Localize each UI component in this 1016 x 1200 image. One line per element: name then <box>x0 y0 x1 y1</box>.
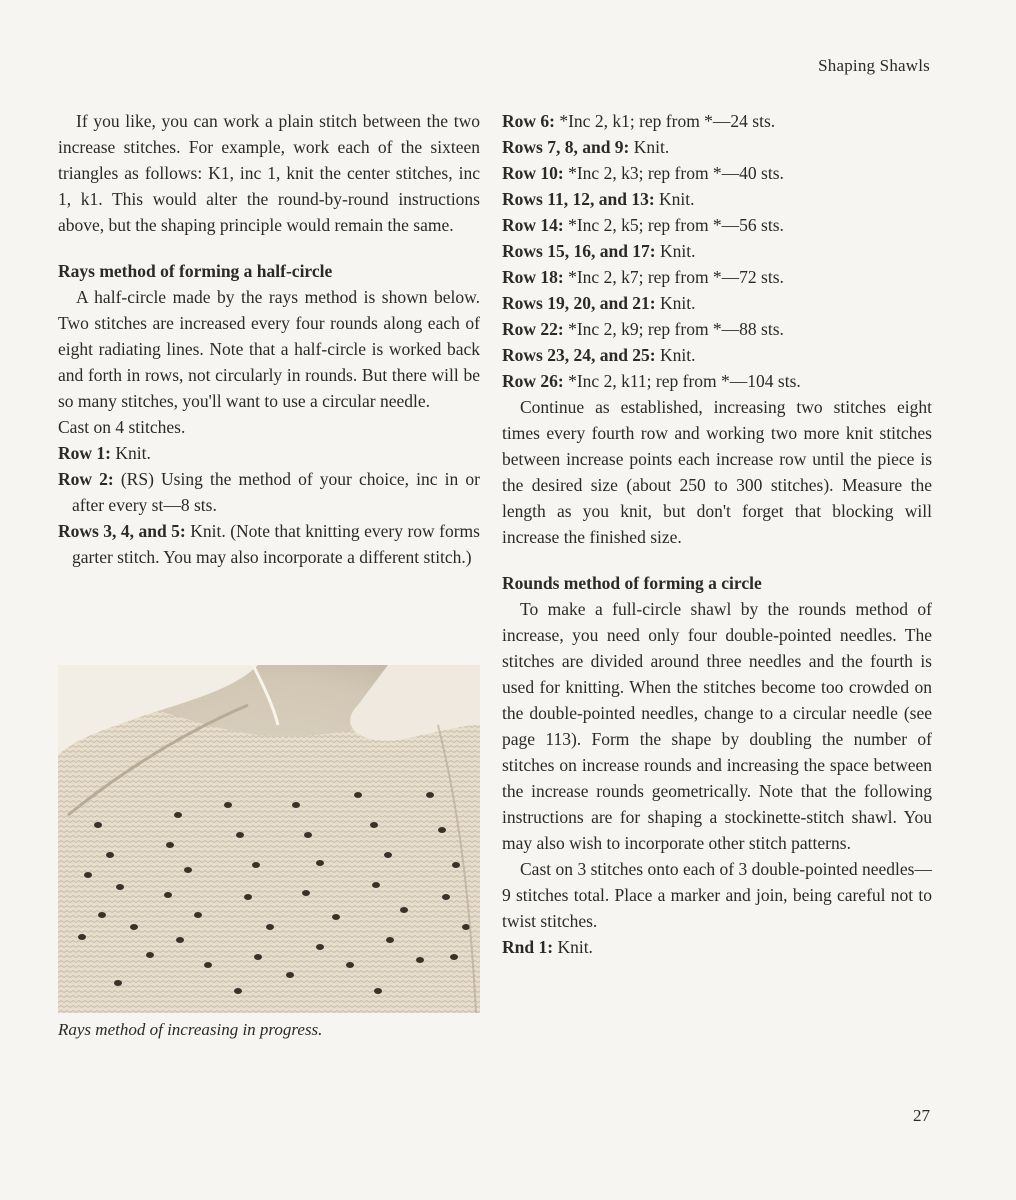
knitting-photo <box>58 665 480 1013</box>
row-text: *Inc 2, k1; rep from *—24 sts. <box>554 111 776 131</box>
right-column <box>502 108 932 960</box>
row-label: Rows 11, 12, and 13: <box>502 189 655 209</box>
row-label: Rows 23, 24, and 25: <box>502 345 656 365</box>
row-instruction <box>502 212 932 238</box>
row-label: Rows 7, 8, and 9: <box>502 137 630 157</box>
row-instruction <box>502 342 932 368</box>
row-label: Rnd 1: <box>502 937 554 957</box>
row-text: *Inc 2, k7; rep from *—72 sts. <box>563 267 784 287</box>
lace-shawl-illustration <box>58 665 480 1013</box>
row-instruction <box>502 264 932 290</box>
row-label: Row 6: <box>502 111 555 131</box>
row-label: Rows 3, 4, and 5: <box>58 521 186 541</box>
row-instruction <box>502 160 932 186</box>
section-heading-rounds: Rounds method of forming a circle <box>502 573 762 593</box>
row-label: Row 2: <box>58 469 114 489</box>
row-text: Knit. <box>553 937 593 957</box>
rays-paragraph: A half-circle made by the rays method is shown below. Two stitches are increased every four rounds along each of eight radiating lines. Note that a half-circle is worked back and forth in rows, not circularly in rounds. But there will be so many stitches, you'll want to use a circular needle. <box>58 287 480 411</box>
row-label: Rows 19, 20, and 21: <box>502 293 656 313</box>
running-head: Shaping Shawls <box>818 56 930 75</box>
row-text: *Inc 2, k9; rep from *—88 sts. <box>563 319 784 339</box>
row-instruction <box>502 290 932 316</box>
row-text: Knit. <box>655 241 696 261</box>
continue-paragraph: Continue as established, increasing two stitches eight times every fourth row and working two more knit stitches between increase points each increase row until the piece is the desired size (about 250 to 300 stitches). Measure the length as you knit, but don't forget that blocking will increase the finished size. <box>502 397 932 547</box>
row-instruction <box>502 368 932 394</box>
row-text: Knit. <box>110 443 151 463</box>
row-text: Knit. (Note that knitting every row forms garter stitch. You may also incorporate a different stitch.) <box>72 521 480 567</box>
page-number: 27 <box>913 1106 930 1125</box>
row-text: (RS) Using the method of your choice, inc in or after every st—8 sts. <box>72 469 480 515</box>
row-label: Row 18: <box>502 267 564 287</box>
row-instruction <box>502 238 932 264</box>
photo-caption: Rays method of increasing in progress. <box>58 1020 323 1039</box>
row-label: Row 22: <box>502 319 564 339</box>
row-instruction <box>502 108 932 134</box>
row-instruction <box>502 934 932 960</box>
left-column <box>58 108 480 570</box>
row-instruction <box>502 134 932 160</box>
row-text: Knit. <box>655 293 696 313</box>
row-label: Row 14: <box>502 215 564 235</box>
row-instruction <box>58 518 480 570</box>
rounds-paragraph: To make a full-circle shawl by the rounds method of increase, you need only four double-pointed needles. The stitches are divided around three needles and the fourth is used for knitting. When the stitches become too crowded on the double-pointed needles, change to a circular needle (see page 113). Form the shape by doubling the number of stitches on increase rounds and increasing the space between the increase rounds geometrically. Note that the following instructions are for shaping a stockinette-stitch shawl. You may also wish to incorporate other stitch patterns. <box>502 599 932 853</box>
row-text: Knit. <box>629 137 670 157</box>
row-instruction <box>502 316 932 342</box>
row-text: Knit. <box>654 189 695 209</box>
section-heading-rays: Rays method of forming a half-circle <box>58 261 333 281</box>
row-text: *Inc 2, k3; rep from *—40 sts. <box>563 163 784 183</box>
row-label: Rows 15, 16, and 17: <box>502 241 656 261</box>
row-text: *Inc 2, k5; rep from *—56 sts. <box>563 215 784 235</box>
cast-on-line: Cast on 4 stitches. <box>58 417 186 437</box>
row-text: Knit. <box>655 345 696 365</box>
row-label: Row 26: <box>502 371 564 391</box>
row-instruction <box>58 440 480 466</box>
row-instruction <box>58 466 480 518</box>
row-label: Row 10: <box>502 163 564 183</box>
cast-on-paragraph: Cast on 3 stitches onto each of 3 double-pointed needles—9 stitches total. Place a marker and join, being careful not to twist stitches. <box>502 859 932 931</box>
intro-paragraph: If you like, you can work a plain stitch between the two increase stitches. For example, work each of the sixteen triangles as follows: K1, inc 1, knit the center stitches, inc 1, k1. This would alter the round-by-round instructions above, but the shaping principle would remain the same. <box>58 111 480 235</box>
row-label: Row 1: <box>58 443 111 463</box>
row-instruction <box>502 186 932 212</box>
row-text: *Inc 2, k11; rep from *—104 sts. <box>563 371 801 391</box>
